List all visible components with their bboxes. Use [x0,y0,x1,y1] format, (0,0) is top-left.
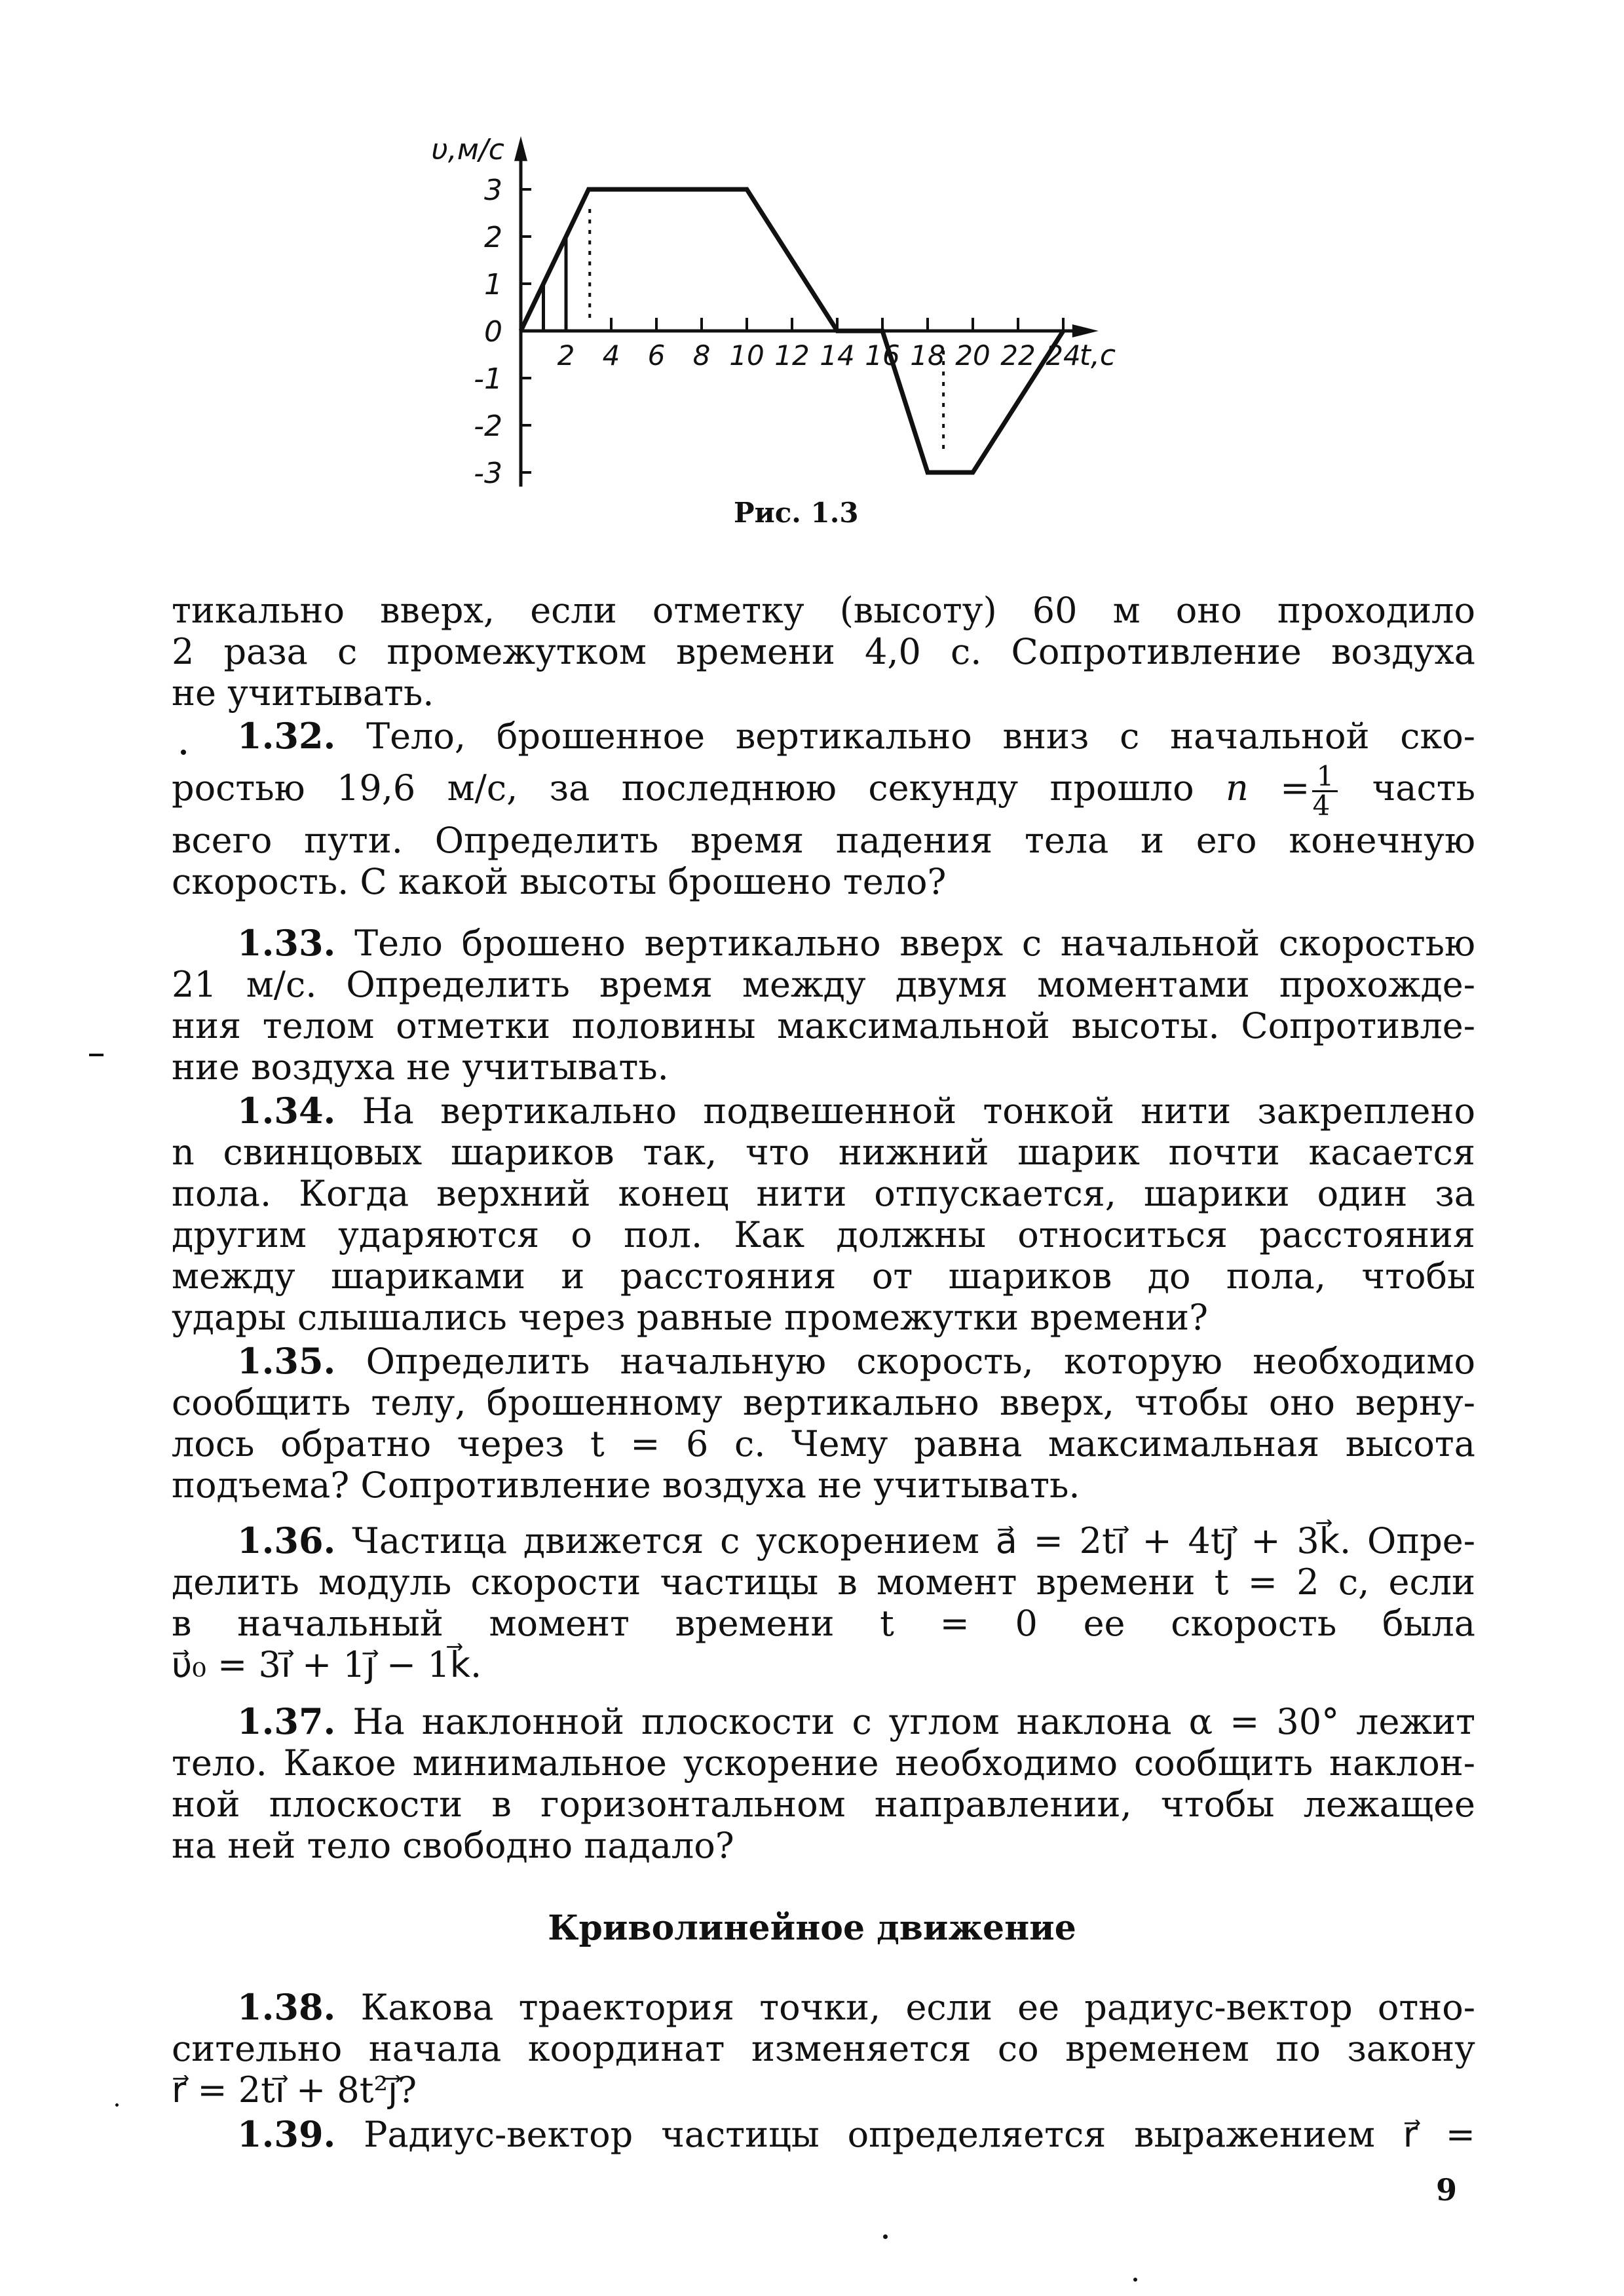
text-line: Тело, брошенное вертикально вниз с начальной ско- [366,716,1475,757]
problem-number: 1.39. [237,2113,336,2155]
text-line: между шариками и расстояния от шариков до пола, чтобы [172,1255,1475,1297]
text-line: Какова траектория точки, если ее радиус-вектор отно- [360,1987,1475,2028]
x-tick-label: 20 [955,339,991,372]
y-tick-label: 1 [484,268,502,301]
data-point [881,330,884,332]
figure-caption: Рис. 1.3 [734,497,859,529]
y-tick-label: 3 [484,174,502,207]
text-line: На вертикально подвешенной тонкой нити закреплено [362,1090,1475,1132]
data-point [1062,330,1065,332]
problem-number: 1.36. [237,1520,336,1561]
fraction [1312,759,1338,822]
problem-1-34 [172,1090,1475,1338]
x-tick-label: 10 [729,339,765,372]
x-tick-label: 12 [774,339,810,372]
problem-1-38 [172,1987,1475,2111]
problem-1-39 [172,2114,1475,2155]
text-line: часть [1372,767,1475,809]
continuation-paragraph [172,590,1475,714]
chart-labels [431,133,1116,490]
text-line: в начальный момент времени t = 0 ее скорость была [172,1603,1475,1644]
velocity-time-chart [393,111,1179,557]
x-tick-label: 4 [602,339,620,372]
problem-number: 1.34. [237,1090,336,1132]
text-line: ние воздуха не учитывать. [172,1046,669,1088]
x-tick-label: 2 [557,339,575,372]
problem-number: 1.38. [237,1986,336,2028]
x-tick-label: 22 [1000,339,1036,372]
x-tick-label: 14 [820,339,855,372]
data-point [836,330,839,332]
y-tick-label: 0 [484,315,502,349]
x-tick-label: 24 [1046,339,1081,372]
x-tick-label: 6 [647,339,666,372]
problem-number: 1.37. [237,1700,336,1742]
text-line: n свинцовых шариков так, что нижний шарик почти касается [172,1132,1475,1173]
text-line: пола. Когда верхний конец нити отпускается, шарики один за [172,1173,1475,1214]
problem-1-35 [172,1341,1475,1506]
x-tick-label: 16 [865,339,900,372]
text-line: не учитывать. [172,672,434,714]
fraction-numerator: 1 [1312,763,1338,792]
y-axis-label: υ,м/с [431,133,504,166]
text-line: делить модуль скорости частицы в момент времени t = 2 с, если [172,1561,1475,1603]
problem-number: 1.32. [237,715,336,757]
scan-speck [115,2103,119,2107]
x-tick-label: 18 [910,339,945,372]
problem-1-33 [172,923,1475,1088]
text-line: Частица движется с ускорением a⃗ = 2ti⃗ + 4tj⃗ + 3k⃗. Опре- [352,1520,1475,1561]
text-line: лось обратно через t = 6 с. Чему равна максимальная высота [172,1423,1475,1464]
x-axis-arrow [1072,324,1099,337]
y-tick-label: -1 [474,362,502,396]
text-line: ростью 19,6 м/с, за последнюю секунду прошло [172,767,1194,809]
scan-speck [89,1054,104,1056]
y-tick-label: 2 [484,221,502,254]
text-line: На наклонной плоскости с углом наклона α = 30° лежит [352,1701,1475,1742]
y-tick-label: -3 [474,457,502,490]
problem-1-32 [172,716,1475,902]
y-axis-arrow [514,136,527,161]
text-line: ной плоскости в горизонтальном направлении, чтобы лежащее [172,1784,1475,1825]
text-line: другим ударяются о пол. Как должны относиться расстояния [172,1214,1475,1255]
data-point [926,471,929,474]
text-line: на ней тело свободно падало? [172,1825,734,1866]
data-point [519,330,522,332]
y-tick-label: -2 [474,410,502,443]
text-line: r⃗ = 2ti⃗ + 8t²j⃗? [172,2069,417,2111]
scan-speck [1133,2278,1137,2282]
scan-speck [181,750,186,755]
text-line: удары слышались через равные промежутки времени? [172,1297,1209,1338]
text-line: ния телом отметки половины максимальной высоты. Сопротивле- [172,1005,1475,1046]
x-tick-label: 8 [692,339,711,372]
data-point [588,188,590,191]
scan-speck [883,2234,888,2239]
page-number: 9 [1436,2172,1458,2208]
text-line: тикально вверх, если отметку (высоту) 60 м оно проходило [172,590,1475,631]
text-line: υ⃗₀ = 3i⃗ + 1j⃗ − 1k⃗. [172,1644,482,1685]
text-line: 2 раза с промежутком времени 4,0 с. Сопротивление воздуха [172,631,1475,672]
text-line: 21 м/с. Определить время между двумя моментами прохожде- [172,964,1475,1005]
figure-1-3 [393,111,1179,557]
text-line: Тело брошено вертикально вверх с начальной скоростью [354,923,1475,964]
problem-number: 1.33. [237,922,336,964]
n-symbol: n = [1226,767,1310,809]
fraction-denominator: 4 [1312,789,1331,822]
text-line: Определить начальную скорость, которую необходимо [366,1341,1476,1382]
x-axis-label: t,с [1079,339,1116,372]
problem-1-37 [172,1701,1475,1866]
problem-number: 1.35. [237,1340,336,1382]
text-line: тело. Какое минимальное ускорение необходимо сообщить наклон- [172,1742,1475,1784]
text-line: сительно начала координат изменяется со временем по закону [172,2028,1475,2069]
data-point [972,471,974,474]
text-line: всего пути. Определить время падения тела и его конечную [172,820,1475,861]
text-line: сообщить телу, брошенному вертикально вверх, чтобы оно верну- [172,1382,1475,1423]
problem-1-36 [172,1520,1475,1685]
section-heading: Криволинейное движение [548,1908,1076,1948]
text-line: скорость. С какой высоты брошено тело? [172,861,947,902]
data-point [746,188,748,191]
text-line: Радиус-вектор частицы определяется выражением r⃗ = [364,2114,1475,2155]
text-line: подъема? Сопротивление воздуха не учитывать. [172,1464,1080,1506]
